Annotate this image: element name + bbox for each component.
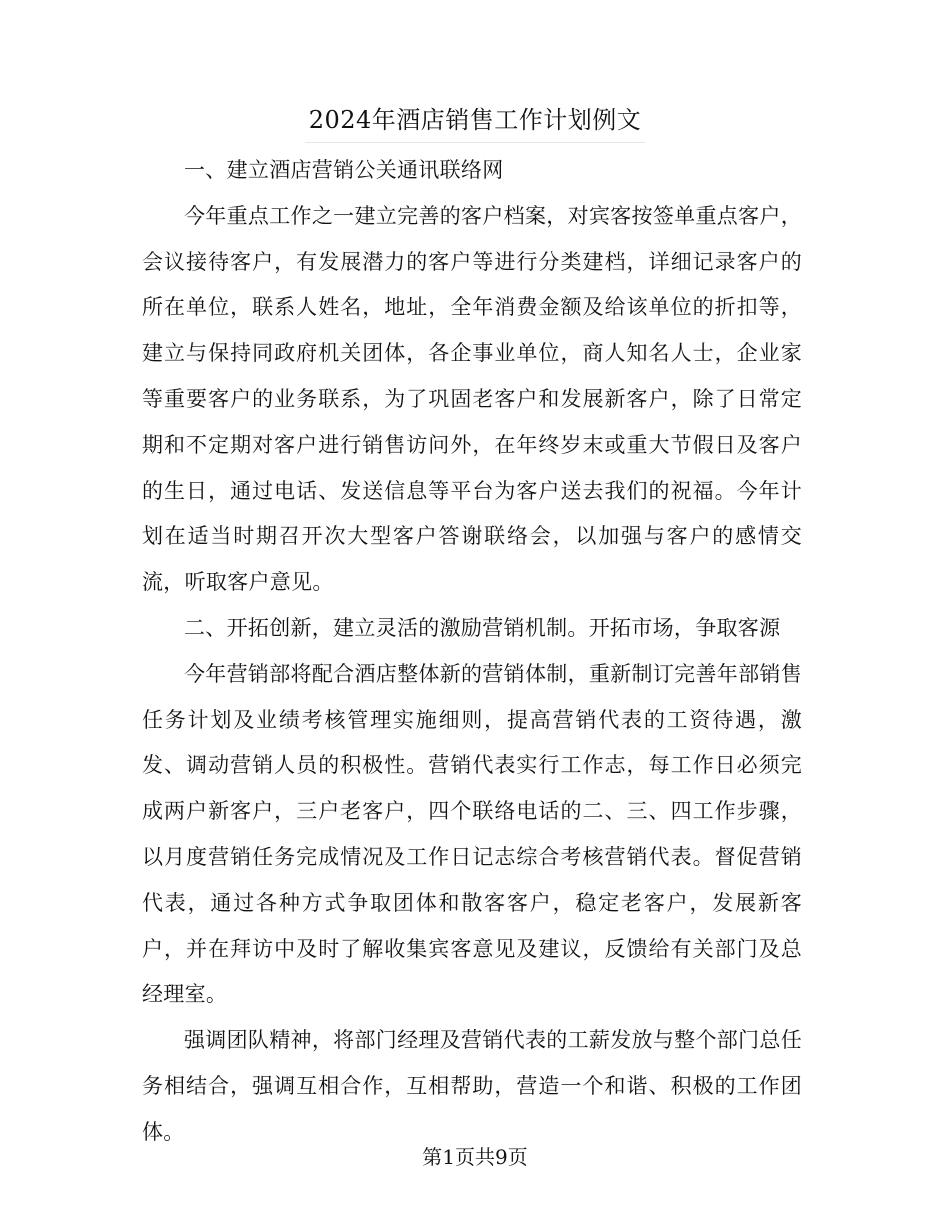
document-body [142,148,802,1156]
body-paragraph-3: 强调团队精神，将部门经理及营销代表的工薪发放与整个部门总任务相结合，强调互相合作，互相帮助，营造一个和谐、积极的工作团体。 [142,1028,802,1144]
page-number-footer: 第1页共9页 [422,1145,528,1169]
document-title: 2024年酒店销售工作计划例文 [305,100,646,143]
title-area [0,100,950,143]
section-heading-2: 二、开拓创新，建立灵活的激励营销机制。开拓市场，争取客源 [184,615,781,640]
section-heading-1: 一、建立酒店营销公关通讯联络网 [184,158,504,182]
body-paragraph-1: 今年重点工作之一建立完善的客户档案，对宾客按签单重点客户，会议接待客户，有发展潜力的客户等进行分类建档，详细记录客户的所在单位，联系人姓名，地址，全年消费金额及给该单位的折扣等，建立与保持同政府机关团体，各企事业单位，商人知名人士，企业家等重要客户的业务联系，为了巩固老客户和发展新客户，除了日常定期和不定期对客户进行销售访问外，在年终岁末或重大节假日及客户的生日，通过电话、发送信息等平台为客户送去我们的祝福。今年计划在适当时期召开次大型客户答谢联络会，以加强与客户的感情交流，听取客户意见。 [142,203,802,595]
body-paragraph-2: 今年营销部将配合酒店整体新的营销体制，重新制订完善年部销售任务计划及业绩考核管理实施细则，提高营销代表的工资待遇，激发、调动营销人员的积极性。营销代表实行工作志，每工作日必须完成两户新客户，三户老客户，四个联络电话的二、三、四工作步骤，以月度营销任务完成情况及工作日记志综合考核营销代表。督促营销代表，通过各种方式争取团体和散客客户，稳定老客户，发展新客户，并在拜访中及时了解收集宾客意见及建议，反馈给有关部门及总经理室。 [142,661,802,1007]
